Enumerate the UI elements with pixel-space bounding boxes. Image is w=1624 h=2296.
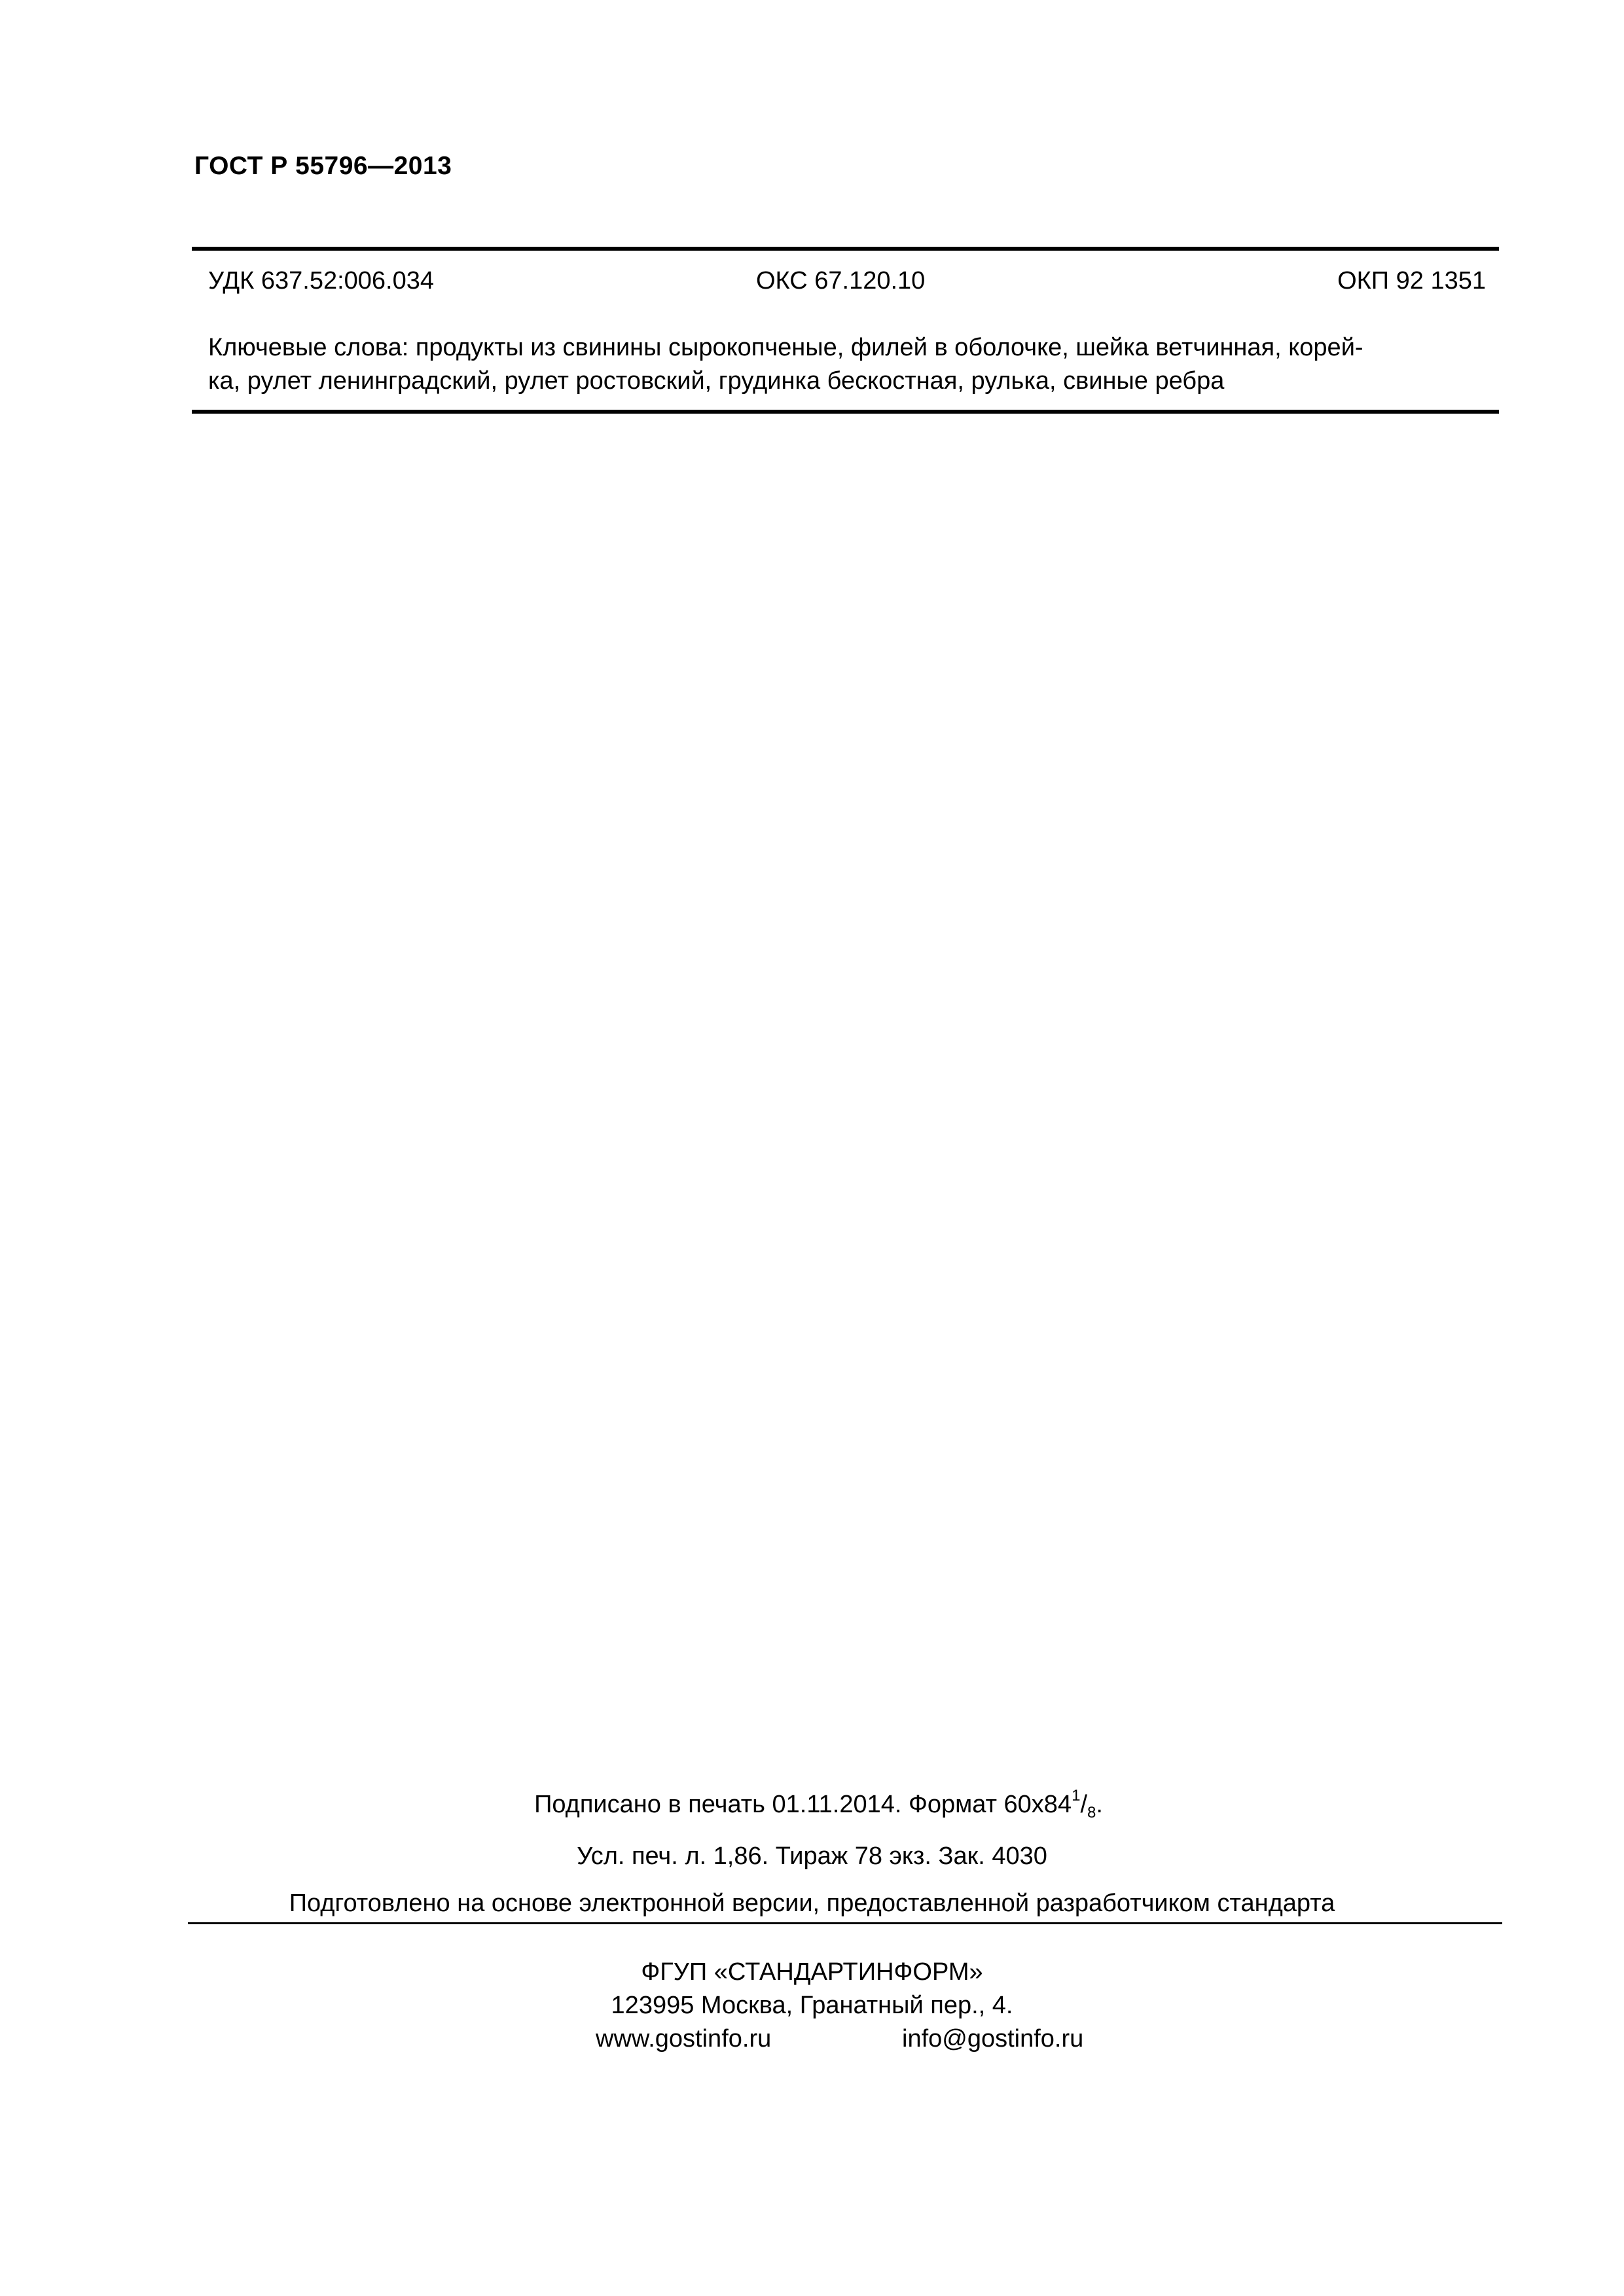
keywords-paragraph [208,331,1491,398]
footer-rule [188,1922,1502,1924]
publisher-name: ФГУП «СТАНДАРТИНФОРМ» [641,1958,983,1986]
classification-row [208,267,1486,300]
email-link[interactable]: info@gostinfo.ru [902,2025,1084,2053]
keywords-line-2: ка, рулет ленинградский, рулет ростовский, грудинка бескостная, рулька, свиные ребра [208,367,1225,395]
publisher-address: 123995 Москва, Гранатный пер., 4. [611,1992,1013,2019]
print-info: Усл. печ. л. 1,86. Тираж 78 экз. Зак. 4030 [577,1842,1047,1870]
oks-code: ОКС 67.120.10 [756,267,926,295]
bottom-rule [192,410,1499,414]
keywords-line-1: Ключевые слова: продукты из свинины сырокопченые, филей в оболочке, шейка ветчинная, корей- [208,334,1363,361]
website-link[interactable]: www.gostinfo.ru [596,2025,772,2053]
udk-code: УДК 637.52:006.034 [208,267,435,295]
prepared-note: Подготовлено на основе электронной версии, предоставленной разработчиком стандарта [289,1890,1335,1917]
format-slash: / [1080,1791,1087,1818]
standard-designation: ГОСТ Р 55796—2013 [194,152,452,180]
top-rule [192,247,1499,251]
signed-suffix: . [1096,1791,1103,1818]
signed-text: Подписано в печать 01.11.2014. Формат 60x84 [534,1791,1072,1818]
format-numerator: 1 [1072,1787,1081,1804]
format-denominator: 8 [1087,1804,1096,1821]
signed-for-print [0,1787,1624,1821]
okp-code: ОКП 92 1351 [1337,267,1486,295]
